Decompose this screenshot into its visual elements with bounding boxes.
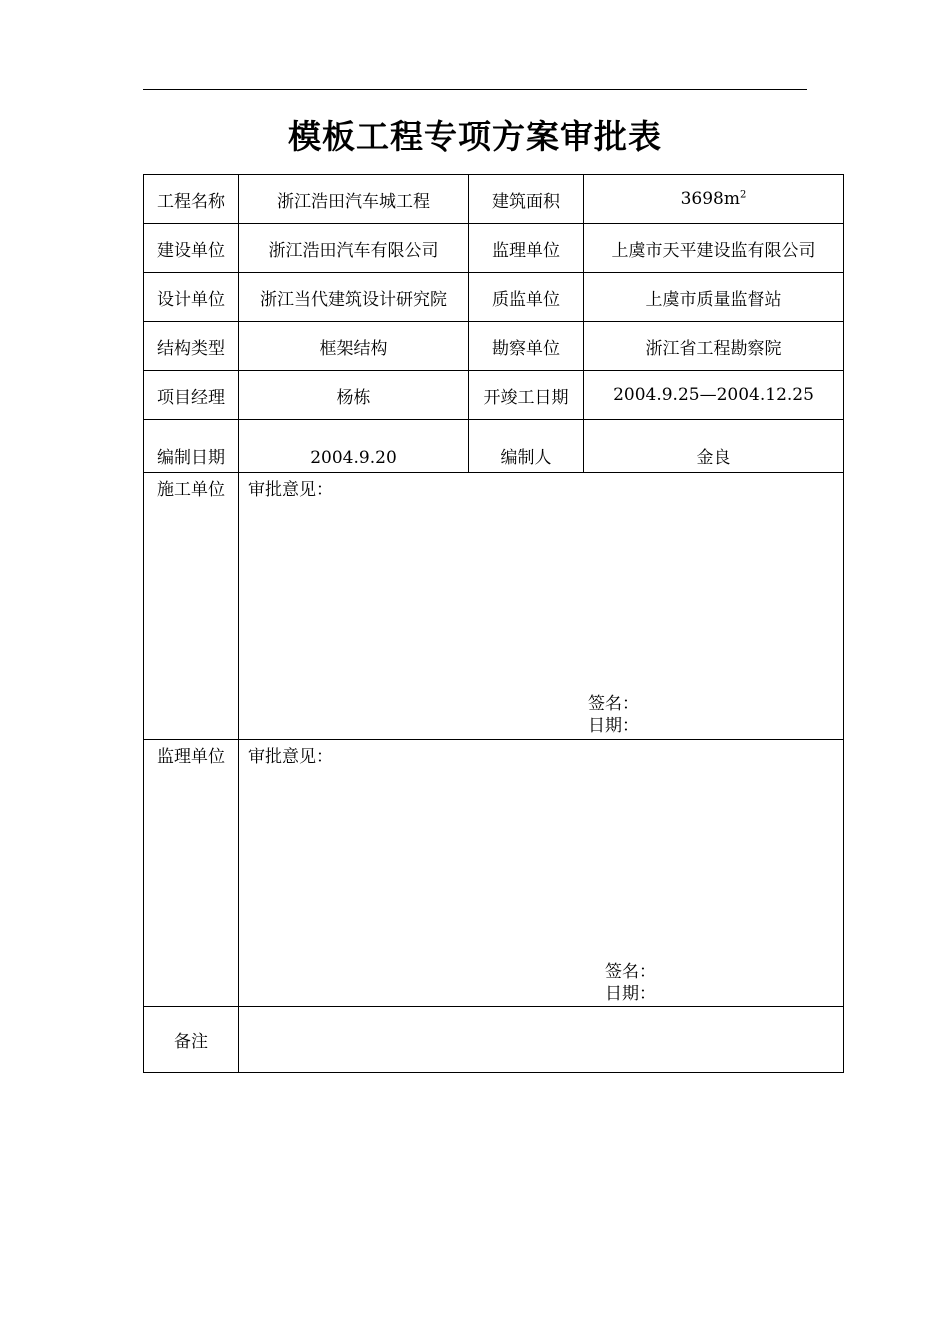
- supervision-sign-label: 签名：: [605, 962, 656, 982]
- label-construction-unit: 施工单位: [144, 473, 239, 740]
- supervision-date-label: 日期：: [605, 984, 656, 1004]
- row-design: [144, 273, 844, 322]
- value-compile-date: 2004.9.20: [239, 420, 469, 473]
- construction-opinion-heading: 审批意见：: [248, 480, 333, 500]
- label-project-name: 工程名称: [144, 175, 239, 224]
- value-quality-unit: 上虞市质量监督站: [584, 273, 844, 322]
- label-schedule: 开竣工日期: [469, 371, 584, 420]
- row-construction-opinion: [144, 473, 844, 740]
- value-survey-unit: 浙江省工程勘察院: [584, 322, 844, 371]
- value-schedule: 2004.9.25—2004.12.25: [584, 371, 844, 420]
- label-owner-unit: 建设单位: [144, 224, 239, 273]
- label-supervision-opinion-unit: 监理单位: [144, 740, 239, 1007]
- label-design-unit: 设计单位: [144, 273, 239, 322]
- row-compile: [144, 420, 844, 473]
- label-survey-unit: 勘察单位: [469, 322, 584, 371]
- label-project-manager: 项目经理: [144, 371, 239, 420]
- construction-sign-label: 签名：: [588, 694, 639, 714]
- area-unit-superscript: 2: [740, 189, 747, 201]
- supervision-signature-block: [605, 961, 656, 1005]
- label-compiler: 编制人: [469, 420, 584, 473]
- label-remarks: 备注: [144, 1007, 239, 1073]
- supervision-opinion-cell: [239, 740, 844, 1007]
- value-building-area: 3698m: [680, 189, 740, 209]
- value-project-name: 浙江浩田汽车城工程: [239, 175, 469, 224]
- label-quality-unit: 质监单位: [469, 273, 584, 322]
- value-design-unit: 浙江当代建筑设计研究院: [239, 273, 469, 322]
- row-project-name: [144, 175, 844, 224]
- row-remarks: [144, 1007, 844, 1073]
- label-compile-date: 编制日期: [144, 420, 239, 473]
- value-compiler: 金良: [584, 420, 844, 473]
- row-owner: [144, 224, 844, 273]
- row-manager: [144, 371, 844, 420]
- construction-signature-block: [588, 693, 639, 737]
- construction-opinion-cell: [239, 473, 844, 740]
- value-remarks: [239, 1007, 844, 1073]
- value-structure-type: 框架结构: [239, 322, 469, 371]
- page-title: 模板工程专项方案审批表: [288, 117, 662, 156]
- value-supervision-unit: 上虞市天平建设监有限公司: [584, 224, 844, 273]
- row-supervision-opinion: [144, 740, 844, 1007]
- approval-form-table: [143, 174, 844, 1073]
- value-building-area-cell: [584, 175, 844, 224]
- label-supervision-unit: 监理单位: [469, 224, 584, 273]
- label-building-area: 建筑面积: [469, 175, 584, 224]
- construction-date-label: 日期：: [588, 716, 639, 736]
- header-rule: [143, 89, 807, 90]
- value-project-manager: 杨栋: [239, 371, 469, 420]
- row-structure: [144, 322, 844, 371]
- value-owner-unit: 浙江浩田汽车有限公司: [239, 224, 469, 273]
- label-structure-type: 结构类型: [144, 322, 239, 371]
- supervision-opinion-heading: 审批意见：: [248, 747, 333, 767]
